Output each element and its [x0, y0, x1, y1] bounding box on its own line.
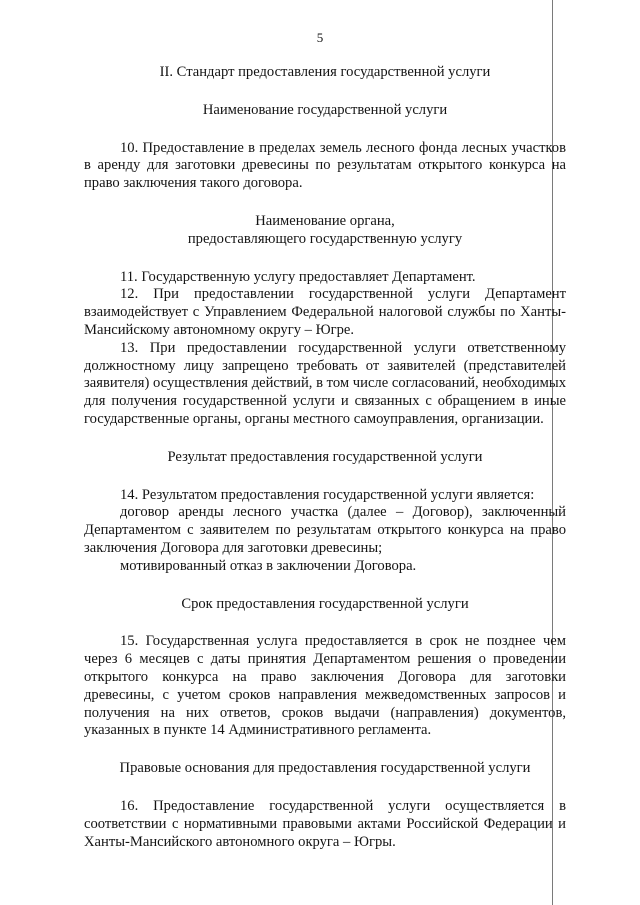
paragraph: 12. При предоставлении государственной услуги Департамент взаимодействует с Управлением Федеральной налоговой службы по Ханты-Мансийскому автономному округу – Югре. — [84, 286, 566, 338]
paragraph: договор аренды лесного участка (далее – Договор), заключенный Департаментом с заявителем по результатам открытого конкурса на право заключения Договора для заготовки древесины; — [84, 504, 566, 556]
block-heading: Срок предоставления государственной услуги — [181, 595, 469, 612]
paragraph: 15. Государственная услуга предоставляется в срок не позднее чем через 6 месяцев с даты принятия Департаментом решения о проведении открытого конкурса на право заключения Договора для заготовки древесины, с учетом сроков направления межведомственных запросов и получения на них ответов, сроков выдачи (направления) документов, указанных в пункте 14 Административного регламента. — [84, 633, 566, 739]
page-number: 5 — [316, 30, 324, 45]
block-heading: Правовые основания для предоставления государственной услуги — [119, 760, 531, 777]
paragraph: мотивированный отказ в заключении Договора. — [120, 557, 417, 574]
block-heading: Наименование органа, предоставляющего государственную услугу — [187, 212, 463, 247]
section-title: II. Стандарт предоставления государственной услуги — [159, 64, 491, 80]
paragraph: 13. При предоставлении государственной услуги ответственному должностному лицу запрещено требовать от заявителей (представителей заявителя) осуществления действий, в том числе согласований, необходимых для получения государственной услуги и связанных с обращением в иные государственные органы, органы местного самоуправления, организации. — [84, 339, 566, 427]
page-content — [84, 64, 566, 851]
block-heading: Наименование государственной услуги — [202, 101, 448, 118]
paragraph: 14. Результатом предоставления государственной услуги является: — [120, 486, 535, 503]
paragraph: 10. Предоставление в пределах земель лесного фонда лесных участков в аренду для заготовки древесины по результатам открытого конкурса на право заключения такого договора. — [84, 139, 566, 192]
paragraph: 16. Предоставление государственной услуги осуществляется в соответствии с нормативными правовыми актами Российской Федерации и Ханты-Мансийского автономного округа – Югры. — [84, 797, 566, 850]
block-heading: Результат предоставления государственной услуги — [167, 448, 483, 465]
paragraph: 11. Государственную услугу предоставляет Департамент. — [120, 268, 476, 285]
